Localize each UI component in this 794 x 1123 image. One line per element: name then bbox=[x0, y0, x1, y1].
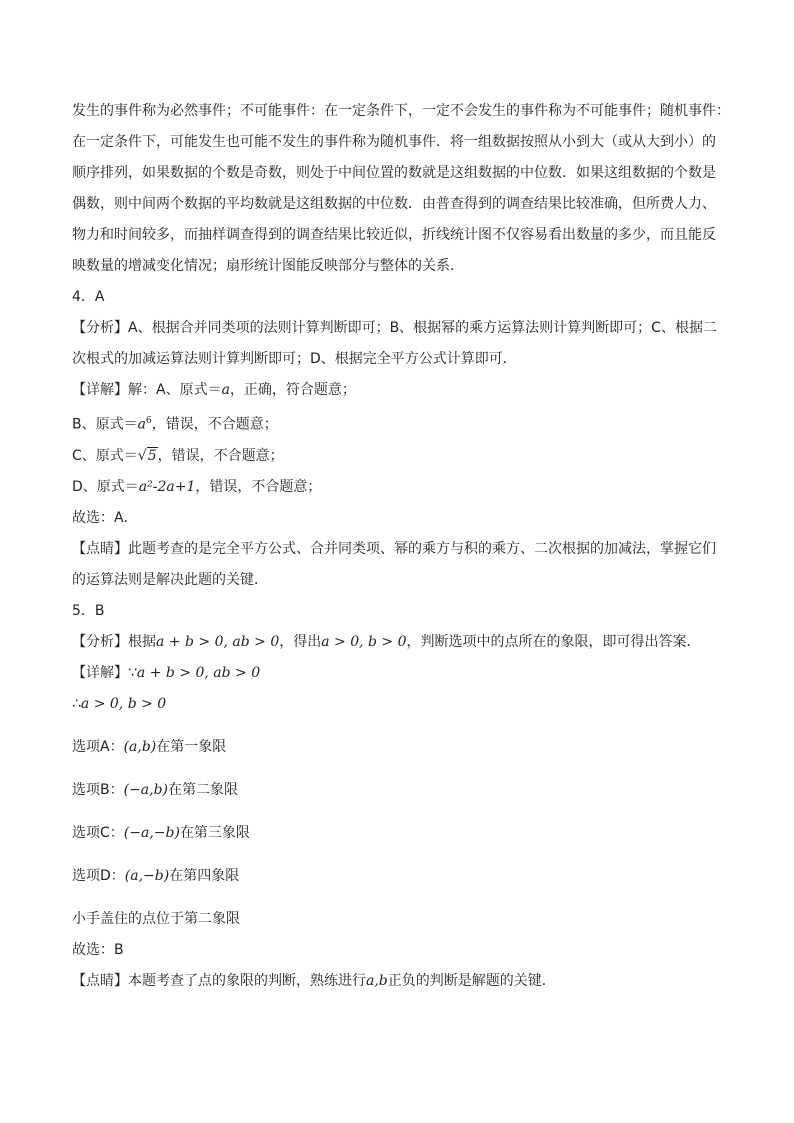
q4-detail-c-suffix: ，错误，不合题意； bbox=[157, 447, 284, 464]
q5-comment-suffix: 正负的判断是解题的关键． bbox=[387, 972, 556, 989]
intro-line-2: 在一定条件下，可能发生也可能不发生的事件称为随机事件．将一组数据按照从小到大（或从大到小）的 bbox=[72, 134, 716, 150]
q4-answer: 4．A bbox=[72, 289, 105, 305]
q4-comment-line-1: 【点睛】此题考查的是完全平方公式、合并同类项、幂的乘方与积的乘方、二次根据的加减法，掌握它们 bbox=[72, 540, 716, 557]
q5-option-b-text: 在第二象限 bbox=[168, 781, 239, 798]
document-page bbox=[72, 96, 730, 997]
intro-line-1: 发生的事件称为必然事件；不可能事件：在一定条件下，一定不会发生的事件称为不可能事件；随机事件： bbox=[72, 103, 730, 119]
q5-detail-cond: a + b > 0, ab > 0 bbox=[136, 664, 261, 681]
q5-option-a-label: 选项A： bbox=[72, 738, 124, 755]
q5-analysis-cond: a + b > 0, ab > 0 bbox=[156, 633, 280, 650]
q5-answer: 5．B bbox=[72, 602, 105, 619]
q5-option-a bbox=[72, 732, 722, 763]
q4-detail-b-prefix: B、原式＝ bbox=[72, 416, 138, 433]
q5-analysis-mid: ，得出 bbox=[279, 633, 322, 650]
q5-analysis bbox=[72, 627, 722, 658]
q4-choice: 故选：A． bbox=[72, 509, 138, 526]
q4-detail-d bbox=[72, 472, 722, 503]
q4-comment-line-2: 的运算法则是解决此题的关键． bbox=[72, 571, 268, 588]
q5-option-a-text: 在第一象限 bbox=[156, 738, 227, 755]
q5-option-b-point: (−a,b) bbox=[123, 781, 169, 798]
q5-option-c-text: 在第三象限 bbox=[179, 824, 250, 841]
q5-therefore-expr: a > 0, b > 0 bbox=[80, 695, 167, 712]
q5-option-d-label: 选项D： bbox=[72, 867, 125, 884]
q5-option-c-point: (−a,−b) bbox=[123, 824, 180, 841]
q4-detail-a-var: a bbox=[221, 382, 230, 398]
q5-detail bbox=[72, 658, 722, 689]
q4-detail-c-sqrt-arg: 5 bbox=[147, 447, 157, 464]
q4-detail-d-expr: a²-2a+1 bbox=[138, 478, 196, 495]
q4-detail-b bbox=[72, 406, 722, 441]
q4-analysis-line-2: 次根式的加减运算法则计算判断即可；D、根据完全平方公式计算即可． bbox=[72, 351, 517, 367]
q5-option-d-text: 在第四象限 bbox=[169, 867, 240, 884]
q5-analysis-suffix: ，判断选项中的点所在的象限，即可得出答案． bbox=[406, 633, 701, 650]
q5-option-b-label: 选项B： bbox=[72, 781, 124, 798]
q5-option-b bbox=[72, 775, 722, 806]
q5-detail-prefix: 【详解】∵ bbox=[72, 664, 137, 681]
sqrt-symbol: √5 bbox=[137, 447, 157, 464]
q5-comment-vars: a,b bbox=[366, 972, 388, 989]
intro-line-3: 顺序排列，如果数据的个数是奇数，则处于中间位置的数就是这组数据的中位数．如果这组数据的个数是 bbox=[72, 165, 716, 181]
q5-therefore bbox=[72, 689, 722, 720]
q4-detail-c bbox=[72, 441, 722, 472]
q5-conclusion: 小手盖住的点位于第二象限 bbox=[72, 910, 240, 927]
intro-line-4: 偶数，则中间两个数据的平均数就是这组数据的中位数．由普查得到的调查结果比较准确，但所费人力、 bbox=[72, 196, 716, 212]
q4-detail-d-prefix: D、原式＝ bbox=[72, 478, 139, 495]
q5-option-c bbox=[72, 818, 722, 849]
q4-detail-b-exp: 6 bbox=[145, 416, 152, 426]
intro-line-5: 物力和时间较多，而抽样调查得到的调查结果比较近似，折线统计图不仅容易看出数量的多少，而且能反 bbox=[72, 227, 716, 243]
q4-detail-c-prefix: C、原式＝ bbox=[72, 447, 138, 464]
q5-choice: 故选：B bbox=[72, 941, 124, 958]
q5-analysis-prefix: 【分析】根据 bbox=[72, 633, 156, 650]
q4-detail-b-base: a bbox=[137, 416, 146, 433]
q5-analysis-result: a > 0, b > 0 bbox=[321, 633, 407, 650]
q4-detail-a bbox=[72, 375, 722, 406]
q5-option-d-point: (a,−b) bbox=[124, 867, 170, 884]
q4-analysis-line-1: 【分析】A、根据合并同类项的法则计算判断即可；B、根据幂的乘方运算法则计算判断即可；C、根据二 bbox=[72, 320, 717, 336]
q5-option-c-label: 选项C： bbox=[72, 824, 124, 841]
q4-detail-d-suffix: ，错误，不合题意； bbox=[195, 478, 322, 495]
q5-comment bbox=[72, 966, 722, 997]
q4-detail-a-suffix: ，正确，符合题意； bbox=[229, 382, 356, 398]
therefore-symbol: ∴ bbox=[72, 695, 81, 712]
intro-line-6: 映数量的增减变化情况；扇形统计图能反映部分与整体的关系． bbox=[72, 258, 464, 274]
q4-detail-a-prefix: 【详解】解：A、原式＝ bbox=[72, 382, 222, 398]
q4-detail-b-suffix: ，错误，不合题意； bbox=[151, 416, 278, 433]
q5-option-a-point: (a,b) bbox=[123, 738, 157, 755]
q5-comment-prefix: 【点睛】本题考查了点的象限的判断，熟练进行 bbox=[72, 972, 366, 989]
q5-option-d bbox=[72, 861, 722, 892]
